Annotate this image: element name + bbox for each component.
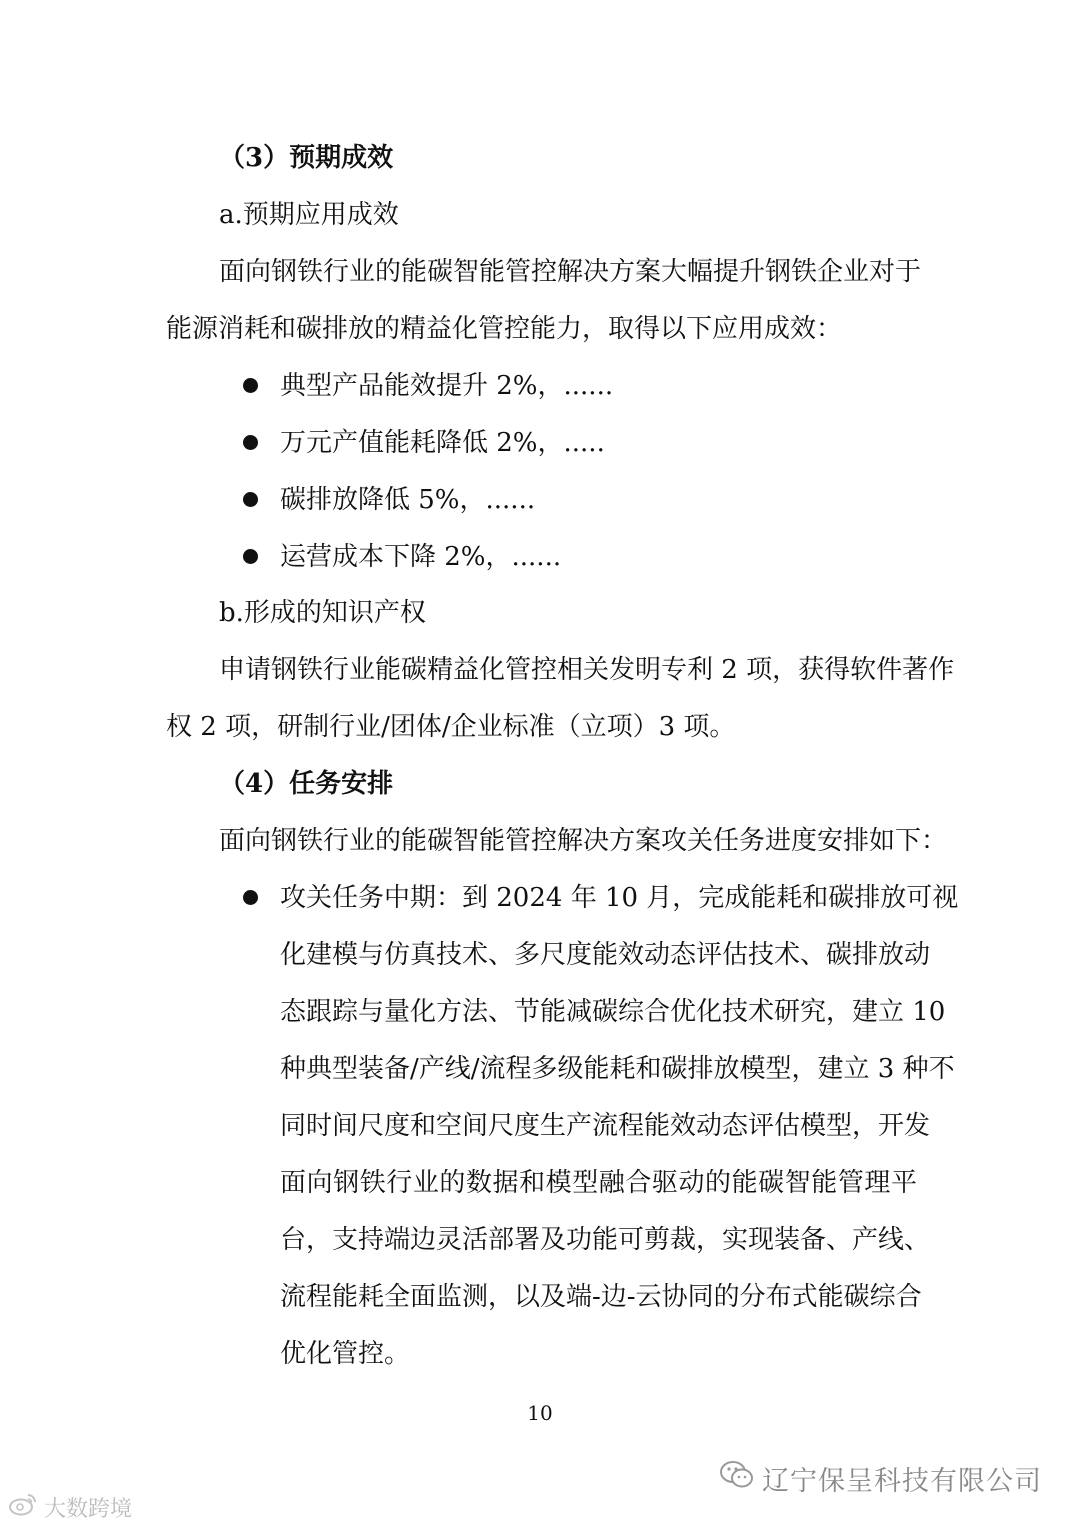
paragraph-3: 面向钢铁行业的能碳智能管控解决方案攻关任务进度安排如下： (219, 826, 948, 856)
task-line-1: 攻关任务中期：到 2024 年 10 月，完成能耗和碳排放可视 (280, 883, 959, 913)
task-line-6: 面向钢铁行业的数据和模型融合驱动的能碳智能管理平 (280, 1168, 917, 1198)
paragraph-2-line-2: 权 2 项，研制行业/团体/企业标准（立项）3 项。 (166, 712, 736, 742)
effect-item-2: 万元产值能耗降低 2%，..... (280, 428, 605, 458)
subheading-a: a.预期应用成效 (219, 200, 399, 230)
section-4-heading: （4）任务安排 (219, 769, 394, 799)
effect-item-1: 典型产品能效提升 2%，...... (280, 371, 614, 401)
paragraph-1-line-2: 能源消耗和碳排放的精益化管控能力，取得以下应用成效： (166, 314, 843, 344)
task-line-7: 台，支持端边灵活部署及功能可剪裁，实现装备、产线、 (280, 1225, 931, 1255)
task-line-9: 优化管控。 (280, 1339, 411, 1369)
task-line-8: 流程能耗全面监测，以及端-边-云协同的分布式能碳综合 (280, 1282, 922, 1312)
paragraph-2-line-1: 申请钢铁行业能碳精益化管控相关发明专利 2 项，获得软件著作 (219, 655, 955, 685)
effect-item-3: 碳排放降低 5%，...... (280, 485, 536, 515)
source-label: 大数跨境 (44, 1496, 133, 1522)
task-line-2: 化建模与仿真技术、多尺度能效动态评估技术、碳排放动 (280, 940, 931, 970)
bullet-icon (243, 378, 258, 393)
section-3-heading: （3）预期成效 (219, 143, 394, 173)
source-watermark (8, 1492, 132, 1522)
bullet-icon (243, 492, 258, 507)
paragraph-1-line-1: 面向钢铁行业的能碳智能管控解决方案大幅提升钢铁企业对于 (219, 257, 922, 287)
task-line-5: 同时间尺度和空间尺度生产流程能效动态评估模型，开发 (280, 1111, 931, 1141)
subheading-b: b.形成的知识产权 (219, 598, 426, 628)
account-name: 辽宁保呈科技有限公司 (762, 1465, 1042, 1497)
wechat-account-watermark (720, 1458, 1042, 1498)
wechat-icon (720, 1460, 754, 1497)
bullet-icon (243, 435, 258, 450)
task-line-3: 态跟踪与量化方法、节能减碳综合优化技术研究，建立 10 (280, 997, 946, 1027)
task-line-4: 种典型装备/产线/流程多级能耗和碳排放模型，建立 3 种不 (280, 1054, 955, 1084)
weibo-icon (8, 1492, 38, 1522)
bullet-icon (243, 890, 258, 905)
effect-item-4: 运营成本下降 2%，...... (280, 542, 562, 572)
bullet-icon (243, 549, 258, 564)
page-number: 10 (527, 1401, 553, 1425)
